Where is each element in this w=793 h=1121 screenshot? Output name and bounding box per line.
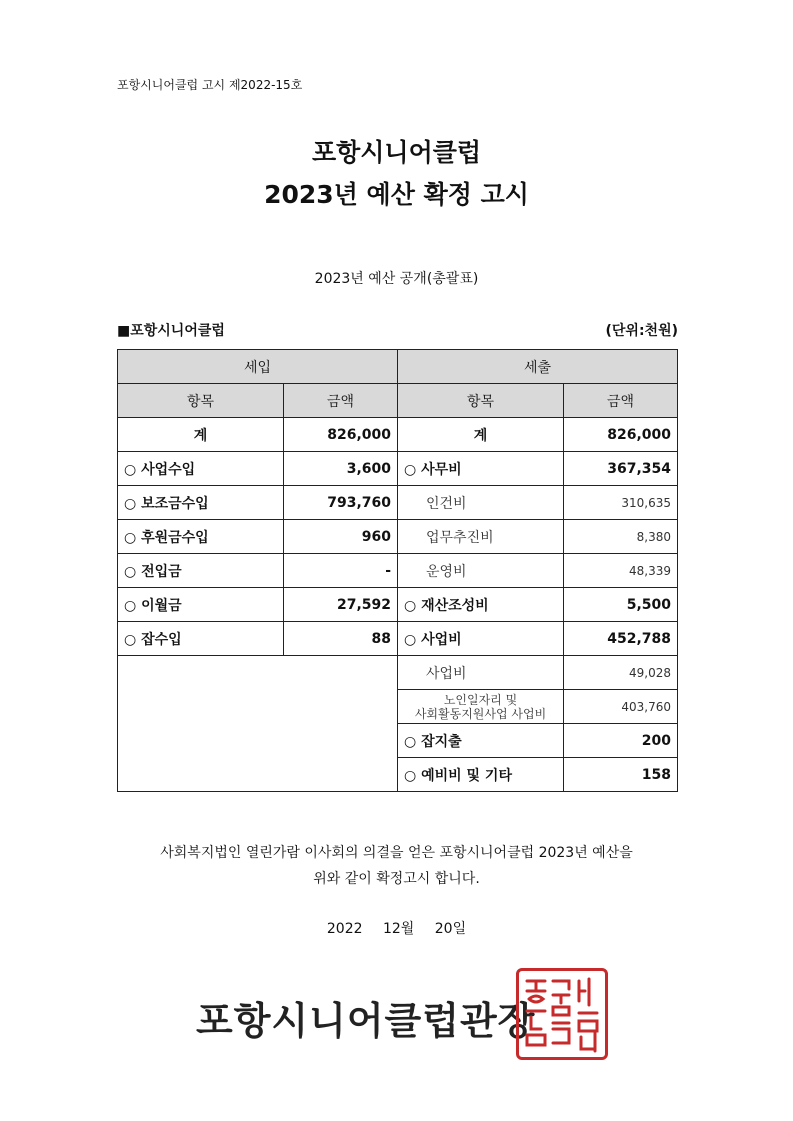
income-item-amount: 88	[284, 622, 398, 656]
income-header: 세입	[118, 350, 398, 384]
table-row	[118, 520, 678, 554]
expense-subitem-label-line2: 사회활동지원사업 사업비	[414, 706, 547, 721]
income-item-label: ○ 사업수입	[118, 452, 284, 486]
expense-item-amount: 367,354	[564, 452, 678, 486]
expense-subitem-label-line1: 노인일자리 및	[443, 692, 518, 707]
income-item-amount: 27,592	[284, 588, 398, 622]
expense-subitem-label: 업무추진비	[398, 520, 564, 554]
table-header-row	[118, 350, 678, 384]
table-row	[118, 554, 678, 588]
income-item-amount: -	[284, 554, 398, 588]
table-row	[118, 622, 678, 656]
income-item-label: ○ 이월금	[118, 588, 284, 622]
expense-item-label: ○ 잡지출	[398, 724, 564, 758]
closing-line2: 위와 같이 확정고시 합니다.	[313, 871, 480, 887]
expense-item-label: ○ 사무비	[398, 452, 564, 486]
director-signature: 포항시니어클럽관장	[196, 999, 536, 1043]
expense-item-amount: 452,788	[564, 622, 678, 656]
unit-label: (단위:천원)	[605, 323, 678, 339]
expense-subitem-amount: 8,380	[564, 520, 678, 554]
notice-date: 2022 12월 20일	[326, 921, 467, 937]
income-item-label: ○ 후원금수입	[118, 520, 284, 554]
table-subheader-row	[118, 384, 678, 418]
expense-item-amount: 200	[564, 724, 678, 758]
expense-total-label: 계	[398, 418, 564, 452]
document-title: 포항시니어클럽	[311, 138, 482, 167]
expense-item-label: ○ 재산조성비	[398, 588, 564, 622]
expense-item-header: 항목	[398, 384, 564, 418]
expense-subitem-label: 사업비	[398, 656, 564, 690]
expense-subitem-label-multiline	[398, 690, 564, 724]
table-row	[118, 452, 678, 486]
income-item-amount: 3,600	[284, 452, 398, 486]
expense-subitem-amount: 49,028	[564, 656, 678, 690]
expense-header: 세출	[398, 350, 678, 384]
expense-subitem-amount: 310,635	[564, 486, 678, 520]
expense-item-label: ○ 예비비 및 기타	[398, 758, 564, 792]
income-total-label: 계	[118, 418, 284, 452]
closing-statement	[0, 840, 793, 892]
income-item-header: 항목	[118, 384, 284, 418]
notice-number: 포항시니어클럽 고시 제2022-15호	[117, 78, 303, 92]
table-row-total	[118, 418, 678, 452]
income-total-amount: 826,000	[284, 418, 398, 452]
document-title-line2: 2023년 예산 확정 고시	[264, 180, 529, 209]
organization-label: ■포항시니어클럽	[117, 323, 225, 339]
expense-item-label: ○ 사업비	[398, 622, 564, 656]
expense-subitem-label: 인건비	[398, 486, 564, 520]
official-seal-stamp	[516, 968, 608, 1060]
expense-amount-header: 금액	[564, 384, 678, 418]
expense-subitem-label: 운영비	[398, 554, 564, 588]
income-item-amount: 793,760	[284, 486, 398, 520]
expense-item-amount: 158	[564, 758, 678, 792]
table-row	[118, 656, 678, 690]
seal-icon	[519, 971, 605, 1057]
closing-line1: 사회복지법인 열린가람 이사회의 의결을 얻은 포항시니어클럽 2023년 예산을	[160, 845, 633, 861]
expense-item-amount: 5,500	[564, 588, 678, 622]
income-item-label: ○ 잡수입	[118, 622, 284, 656]
income-empty-block	[118, 656, 398, 792]
budget-summary-table	[117, 349, 678, 792]
table-row	[118, 588, 678, 622]
table-row	[118, 486, 678, 520]
expense-subitem-amount: 48,339	[564, 554, 678, 588]
income-item-amount: 960	[284, 520, 398, 554]
expense-subitem-amount: 403,760	[564, 690, 678, 724]
table-subtitle: 2023년 예산 공개(총괄표)	[314, 271, 479, 287]
expense-total-amount: 826,000	[564, 418, 678, 452]
income-amount-header: 금액	[284, 384, 398, 418]
income-item-label: ○ 보조금수입	[118, 486, 284, 520]
income-item-label: ○ 전입금	[118, 554, 284, 588]
